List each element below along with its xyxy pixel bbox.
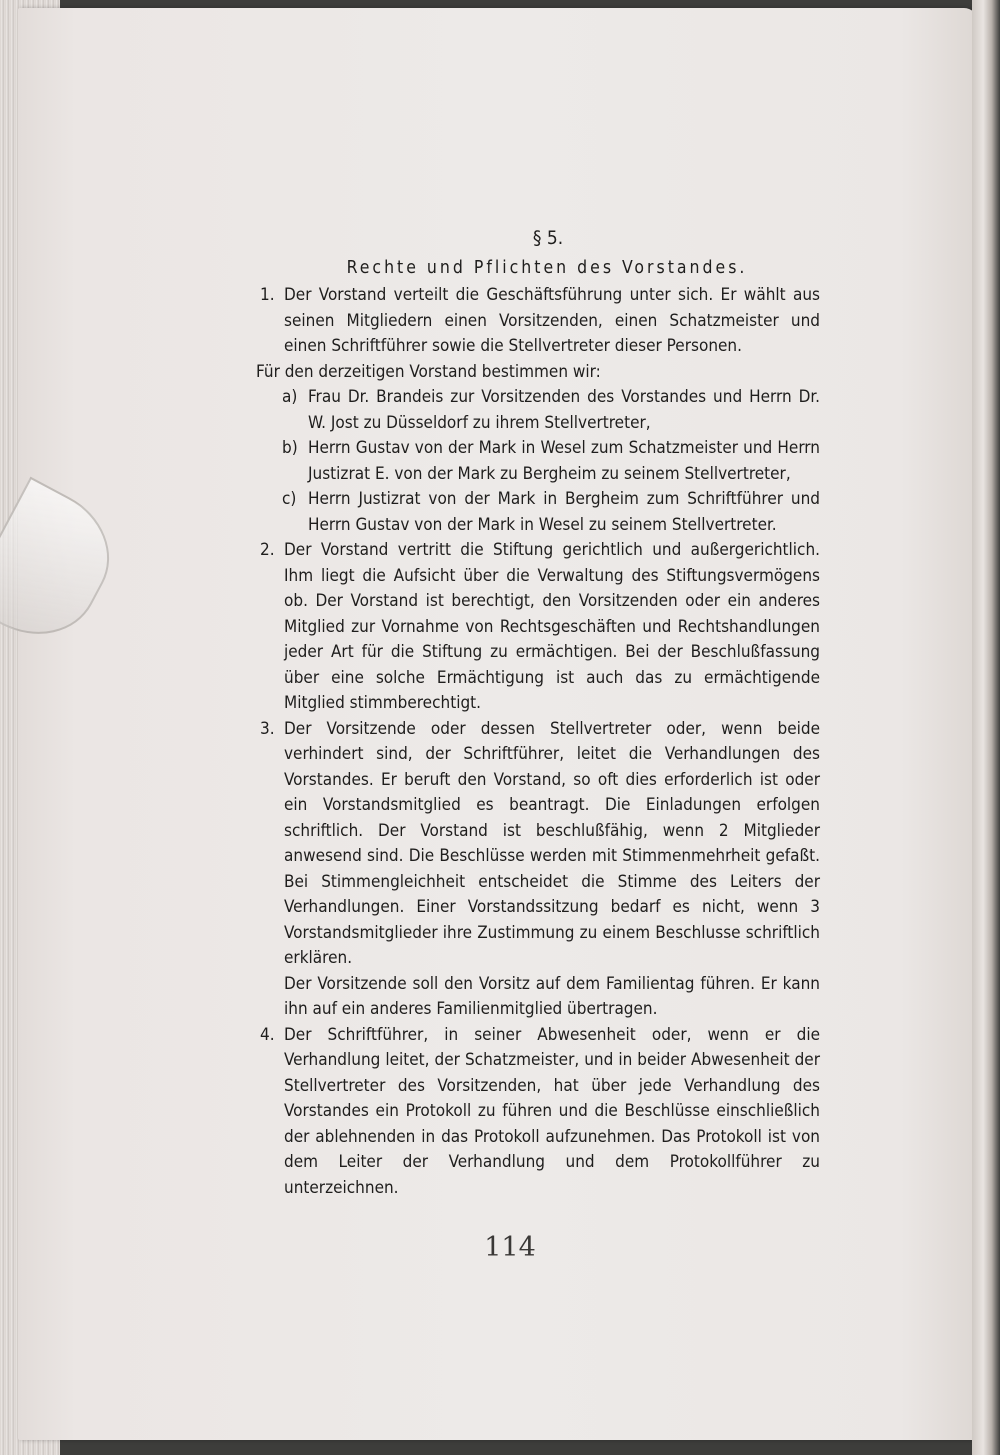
subitem-text: Herrn Gustav von der Mark in Wesel zum Schatzmeister und Herrn Justizrat E. von der Mark zu Bergheim zu seinem Stellvertreter, — [308, 438, 820, 484]
subitem-text: Herrn Justizrat von der Mark in Bergheim zum Schriftführer und Herrn Gustav von der Mark in Wesel zu seinem Stellvertreter. — [308, 489, 820, 535]
subitem-letter: c) — [282, 489, 297, 509]
page-text — [256, 226, 820, 1201]
paragraph-text: Der Vorsitzende oder dessen Stellvertreter oder, wenn beide verhindert sind, der Schriftführer, leitet die Verhandlungen des Vorstandes. Er beruft den Vorstand, so oft dies erforderlich ist oder ein Vorstandsmitglied es beantragt. Die Einladungen erfolgen schriftlich. Der Vorstand ist beschlußfähig, wenn 2 Mitglieder anwesend sind. Die Beschlüsse werden mit Stimmenmehrheit gefaßt. Bei Stimmengleichheit entscheidet die Stimme des Leiters der Verhandlungen. Einer Vorstandssitzung bedarf es nicht, wenn 3 Vorstandsmitglieder ihre Zustimmung zu einem Beschlusse schriftlich erklären. — [284, 718, 820, 968]
section-mark: § 5. — [532, 227, 564, 249]
subitem-letter: b) — [282, 438, 298, 458]
paragraph-4 — [256, 1023, 820, 1202]
paragraph-3 — [256, 717, 820, 972]
section-heading: Rechte und Pflichten des Vorstandes. — [346, 257, 748, 278]
page-number: 114 — [484, 1232, 536, 1263]
paragraph-2 — [256, 538, 820, 717]
intro-current-board: Für den derzeitigen Vorstand bestimmen wir: — [256, 361, 601, 382]
subitem-text: Frau Dr. Brandeis zur Vorsitzenden des Vorstandes und Herrn Dr. W. Jost zu Düsseldorf zu ihrem Stellvertreter, — [308, 387, 820, 433]
paragraph-1 — [256, 283, 820, 360]
paragraph-text: Der Schriftführer, in seiner Abwesenheit oder, wenn er die Verhandlung leitet, der Schatzmeister, und in beider Abwesenheit der Stellvertreter des Vorsitzenden, hat über jede Verhandlung des Vorstandes ein Protokoll zu führen und die Beschlüsse einschließlich der ablehnenden in das Protokoll aufzunehmen. Das Protokoll ist von dem Leiter der Verhandlung und dem Protokollführer zu unterzeichnen. — [284, 1024, 820, 1198]
subitem-a — [256, 385, 820, 436]
subitem-b — [256, 436, 820, 487]
paragraph-number: 3. — [260, 718, 275, 739]
paragraph-number: 1. — [260, 285, 275, 305]
paragraph-text: Der Vorstand verteilt die Geschäftsführung unter sich. Er wählt aus seinen Mitgliedern einen Vorsitzenden, einen Schatzmeister und einen Schriftführer sowie die Stellvertreter dieser Personen. — [284, 285, 820, 356]
subitem-c — [256, 487, 820, 538]
paragraph-number: 4. — [260, 1024, 275, 1045]
paragraph-number: 2. — [260, 540, 275, 560]
paragraph-text: Der Vorstand vertritt die Stiftung gerichtlich und außergerichtlich. Ihm liegt die Aufsicht über die Verwaltung des Stiftungsvermögens ob. Der Vorstand ist berechtigt, den Vorsitzenden oder ein anderes Mitglied zur Vornahme von Rechtsgeschäften und Rechtshandlungen jeder Art für die Stiftung zu ermächtigen. Bei der Beschlußfassung über eine solche Ermächtigung ist auch das zu ermächtigende Mitglied stimmberechtigt. — [284, 540, 820, 713]
paragraph-3-continuation: Der Vorsitzende soll den Vorsitz auf dem Familientag führen. Er kann ihn auf ein anderes Familienmitglied übertragen. — [284, 973, 820, 1019]
subitem-letter: a) — [282, 387, 298, 407]
